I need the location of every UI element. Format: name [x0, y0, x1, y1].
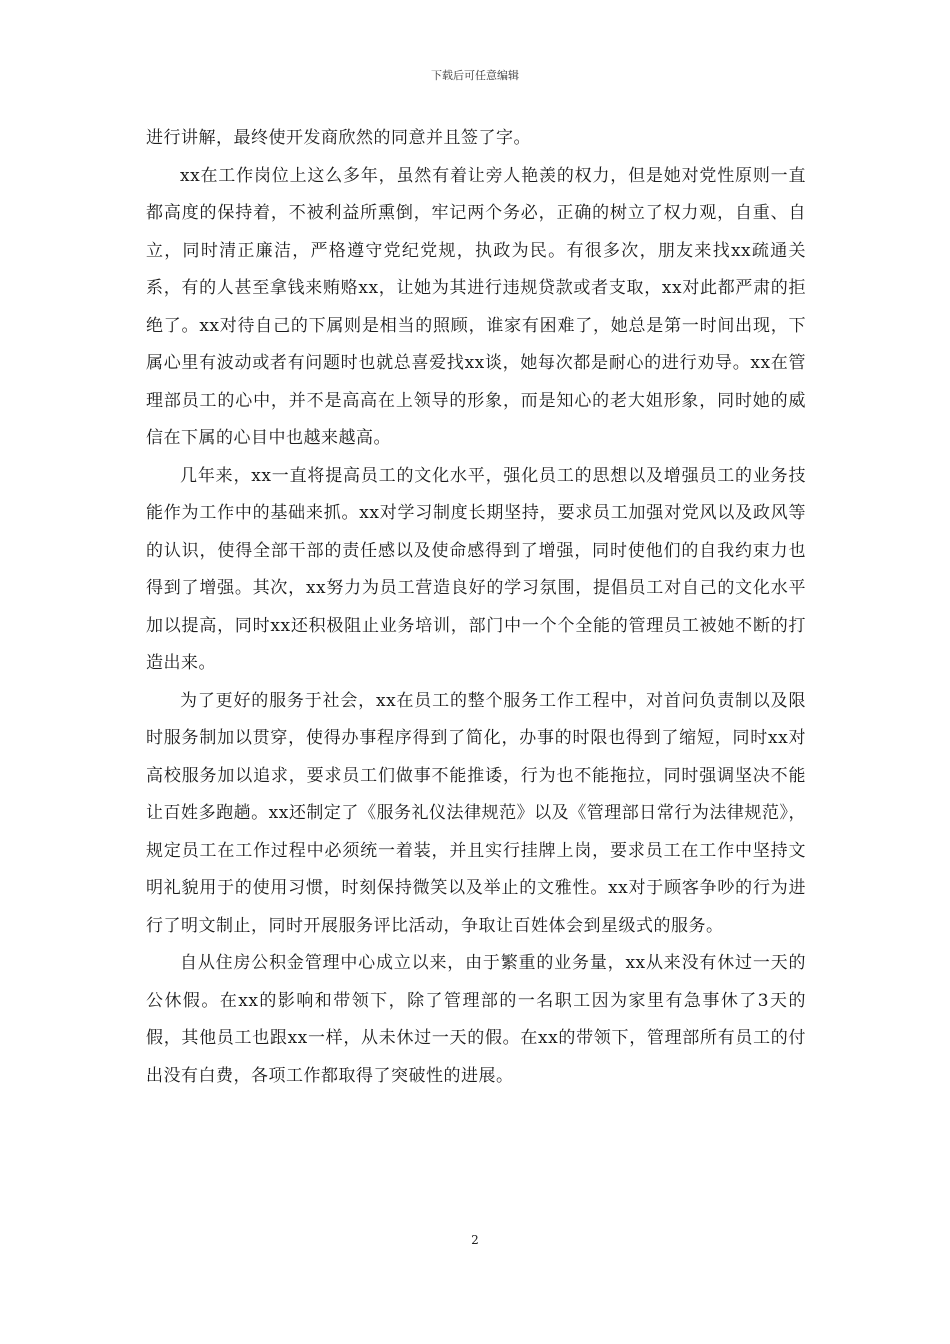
paragraph-continuation: 进行讲解，最终使开发商欣然的同意并且签了字。	[146, 128, 531, 148]
page-number: 2	[471, 1233, 479, 1247]
page-header: 下载后可任意编辑	[431, 69, 519, 82]
paragraph-integrity: xx在工作岗位上这么多年，虽然有着让旁人艳羡的权力，但是她对党性原则一直都高度的保持着，不被利益所熏倒，牢记两个务必，正确的树立了权力观，自重、自立，同时清正廉洁，严格遵守党纪党规，执政为民。有很多次，朋友来找xx疏通关系，有的人甚至拿钱来贿赂xx，让她为其进行违规贷款或者支取，xx对此都严肃的拒绝了。xx对待自己的下属则是相当的照顾，谁家有困难了，她总是第一时间出现，下属心里有波动或者有问题时也就总喜爱找xx谈，她每次都是耐心的进行劝导。xx在管理部员工的心中，并不是高高在上领导的形象，而是知心的老大姐形象，同时她的威信在下属的心目中也越来越高。	[146, 165, 806, 448]
paragraph-service: 为了更好的服务于社会，xx在员工的整个服务工作工程中，对首问负责制以及限时服务制加以贯穿，使得办事程序得到了简化，办事的时限也得到了缩短，同时xx对高校服务加以追求，要求员工们做事不能推诿，行为也不能拖拉，同时强调坚决不能让百姓多跑趟。xx还制定了《服务礼仪法律规范》以及《管理部日常行为法律规范》，规定员工在工作过程中必须统一着装，并且实行挂牌上岗，要求员工在工作中坚持文明礼貌用于的使用习惯，时刻保持微笑以及举止的文雅性。xx对于顾客争吵的行为进行了明文制止，同时开展服务评比活动，争取让百姓体会到星级式的服务。	[146, 690, 806, 936]
paragraph-training: 几年来，xx一直将提高员工的文化水平，强化员工的思想以及增强员工的业务技能作为工作中的基础来抓。xx对学习制度长期坚持，要求员工加强对党风以及政风等的认识，使得全部干部的责任感以及使命感得到了增强，同时使他们的自我约束力也得到了增强。其次，xx努力为员工营造良好的学习氛围，提倡员工对自己的文化水平加以提高，同时xx还积极阻止业务培训，部门中一个个全能的管理员工被她不断的打造出来。	[146, 465, 806, 673]
paragraph-dedication: 自从住房公积金管理中心成立以来，由于繁重的业务量，xx从来没有休过一天的公休假。在xx的影响和带领下，除了管理部的一名职工因为家里有急事休了3天的假，其他员工也跟xx一样，从未休过一天的假。在xx的带领下，管理部所有员工的付出没有白费，各项工作都取得了突破性的进展。	[146, 953, 806, 1086]
document-body	[146, 120, 806, 1095]
